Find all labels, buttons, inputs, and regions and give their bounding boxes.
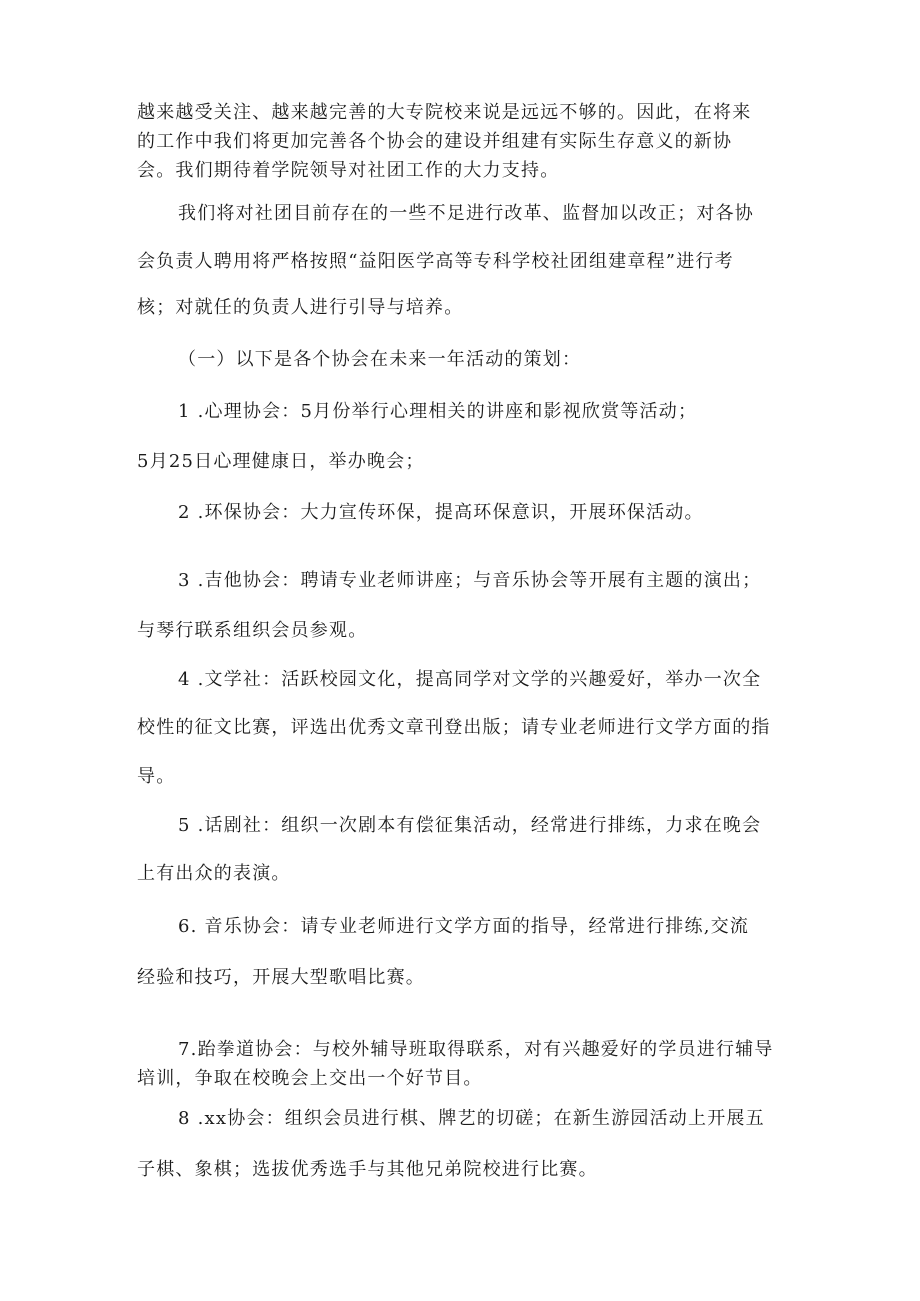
list-item: 7.跆拳道协会：与校外辅导班取得联系，对有兴趣爱好的学员进行辅导	[178, 1039, 774, 1060]
paragraph-line: 的工作中我们将更加完善各个协会的建设并组建有实际生存意义的新协	[137, 131, 733, 152]
section-heading: （一）以下是各个协会在未来一年活动的策划：	[178, 349, 582, 370]
list-item: 8 .xx协会：组织会员进行棋、牌艺的切磋；在新生游园活动上开展五	[178, 1108, 765, 1129]
paragraph-line: 上有出众的表演。	[137, 863, 291, 884]
paragraph-line: 培训，争取在校晚会上交出一个好节目。	[137, 1068, 483, 1089]
paragraph-line: 与琴行联系组织会员参观。	[137, 620, 368, 641]
paragraph-line: 校性的征文比赛，评选出优秀文章刊登出版；请专业老师进行文学方面的指	[137, 717, 771, 738]
list-item: 5 .话剧社：组织一次剧本有偿征集活动，经常进行排练，力求在晚会	[178, 815, 762, 836]
list-item: 2 .环保协会：大力宣传环保，提高环保意识，开展环保活动。	[178, 502, 704, 523]
paragraph-line: 导。	[137, 766, 176, 787]
list-item: 4 .文学社：活跃校园文化，提高同学对文学的兴趣爱好，举办一次全	[178, 669, 762, 690]
paragraph-line: 会负责人聘用将严格按照“益阳医学高等专科学校社团组建章程”进行考	[137, 251, 734, 272]
paragraph-line: 核；对就任的负责人进行引导与培养。	[137, 297, 464, 318]
paragraph-line: 5月25日心理健康日，举办晚会；	[137, 451, 425, 472]
list-item: 3 .吉他协会：聘请专业老师讲座；与音乐协会等开展有主题的演出；	[178, 570, 762, 591]
list-item: 1 .心理协会：5月份举行心理相关的讲座和影视欣赏等活动；	[178, 401, 698, 422]
paragraph-line: 会。我们期待着学院领导对社团工作的大力支持。	[137, 160, 560, 181]
paragraph-line: 越来越受关注、越来越完善的大专院校来说是远远不够的。因此，在将来	[137, 102, 752, 123]
paragraph-line: 经验和技巧，开展大型歌唱比赛。	[137, 967, 425, 988]
paragraph-line: 我们将对社团目前存在的一些不足进行改革、监督加以改正；对各协	[178, 203, 754, 224]
list-item: 6. 音乐协会：请专业老师进行文学方面的指导，经常进行排练,交流	[178, 916, 750, 937]
paragraph-line: 子棋、象棋；选拔优秀选手与其他兄弟院校进行比赛。	[137, 1159, 598, 1180]
